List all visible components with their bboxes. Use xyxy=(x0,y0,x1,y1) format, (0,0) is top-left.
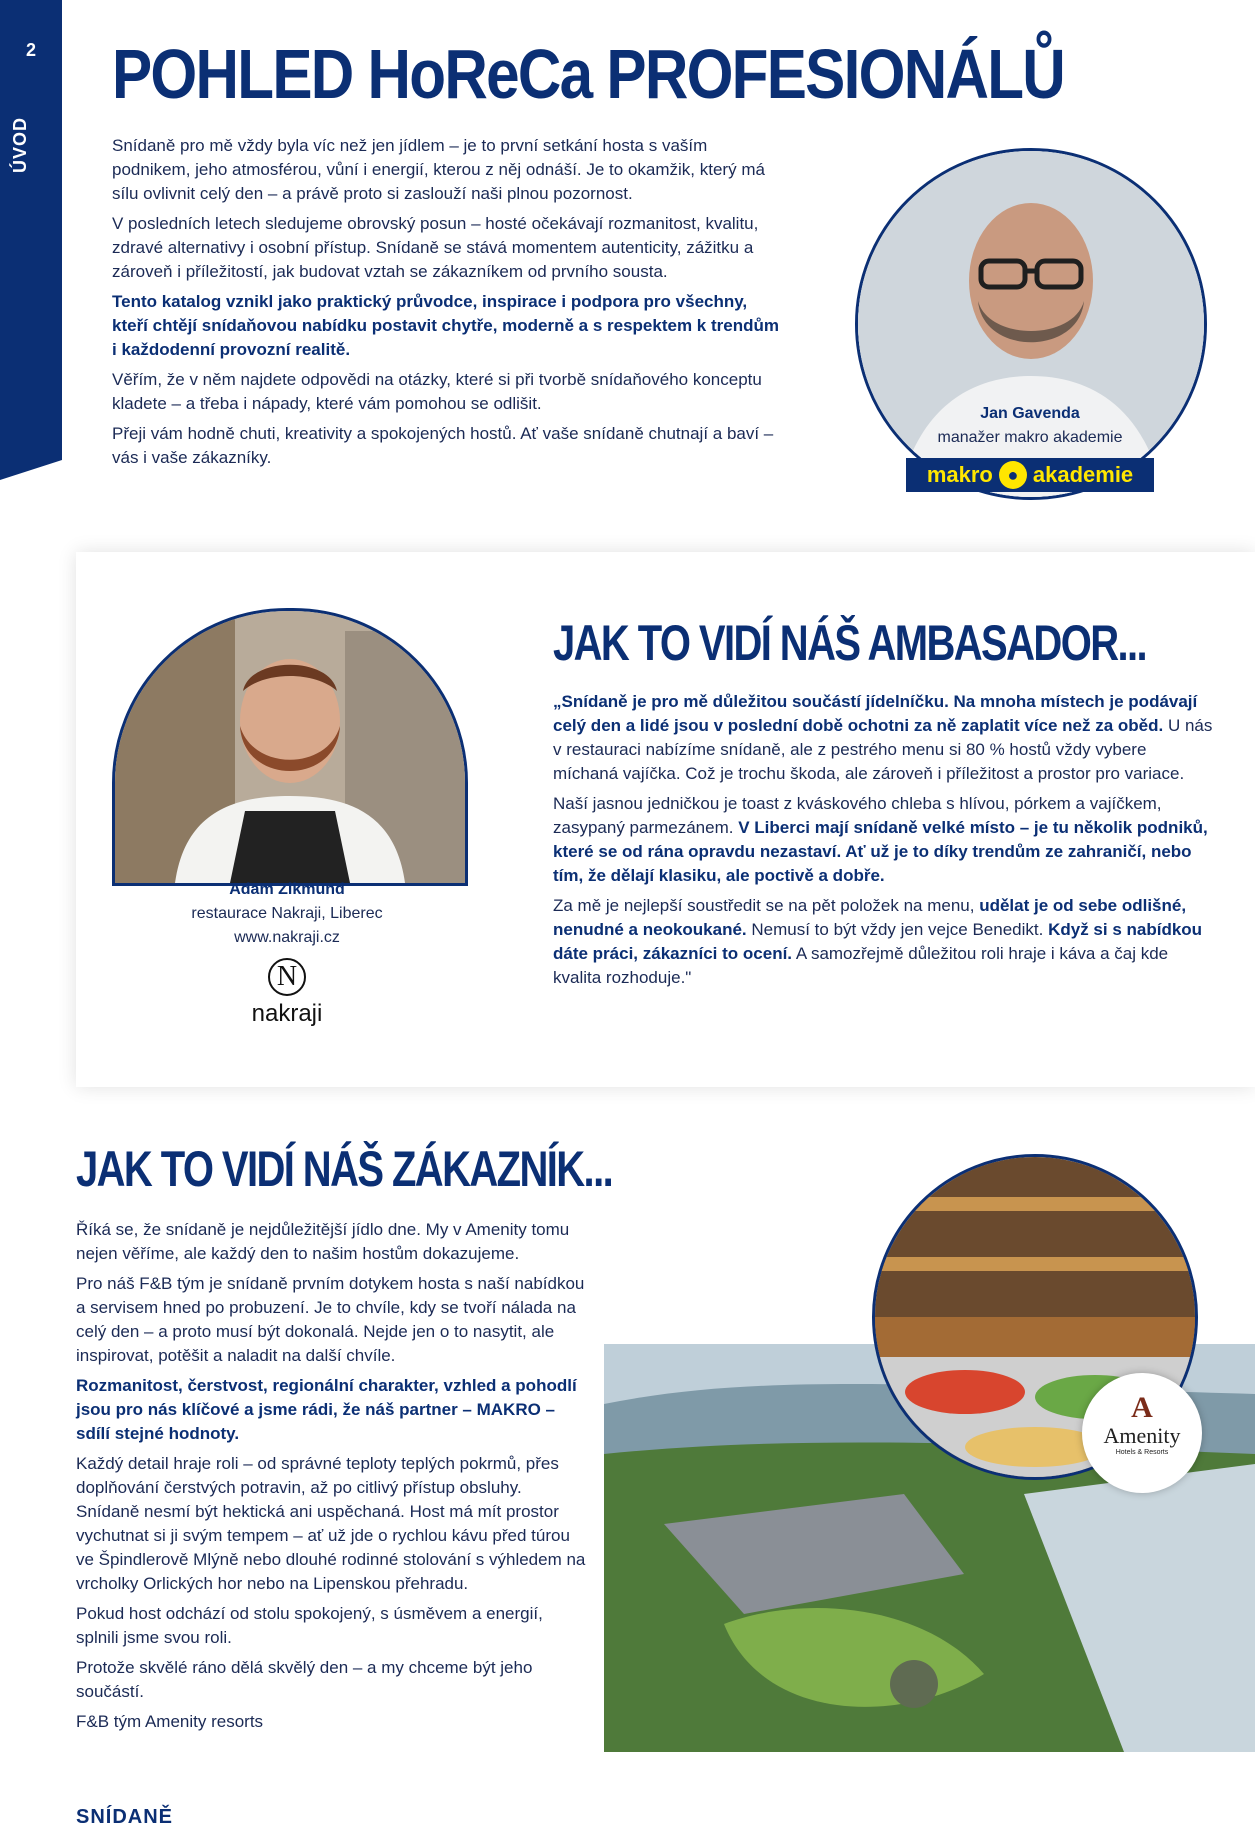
person-name: Adam Zikmund xyxy=(229,881,345,898)
customer-title: JAK TO VIDÍ NÁŠ ZÁKAZNÍK... xyxy=(76,1141,613,1197)
person-place: restaurace Nakraji, Liberec xyxy=(191,905,383,922)
customer-signature: F&B tým Amenity resorts xyxy=(76,1712,264,1731)
intro-paragraph: Přeji vám hodně chuti, kreativity a spokojených hostů. Ať vaše snídaně chutnají a baví – vás i vaše zákazníky. xyxy=(112,424,774,467)
person-name: Jan Gavenda xyxy=(980,405,1080,422)
caption-adam-zikmund xyxy=(112,878,462,950)
page-title: POHLED HoReCa PROFESIONÁLŮ xyxy=(112,35,1065,113)
customer-paragraph-bold: Rozmanitost, čerstvost, regionální charakter, vzhled a pohodlí jsou pro nás klíčové a jsme rádi, že náš partner – MAKRO – sdílí stejné hodnoty. xyxy=(76,1376,577,1443)
nakraji-logo xyxy=(247,958,327,1038)
quote-text: Naší jasnou jedničkou je toast z kváskového chleba s hlívou, pórkem a vajíčkem, zasypaný parmezánem. xyxy=(553,794,1162,837)
caption-jan-gavenda xyxy=(880,402,1180,450)
intro-paragraph: Snídaně pro mě vždy byla víc než jen jídlem – je to první setkání hosta s vaším podnikem, jeho atmosférou, vůní i energií, kterou z něj odnáší. Je to okamžik, který má sílu ovlivnit celý den – a právě proto si zaslouží naši plnou pozornost. xyxy=(112,136,765,203)
customer-paragraph: Říká se, že snídaně je nejdůležitější jídlo dne. My v Amenity tomu nejen věříme, ale každý den to našim hostům dokazujeme. xyxy=(76,1220,570,1263)
ambassador-title: JAK TO VIDÍ NÁŠ AMBASADOR... xyxy=(553,615,1147,671)
section-label: ÚVOD xyxy=(10,117,30,174)
footer-label: SNÍDANĚ xyxy=(76,1806,174,1828)
quote-bold: udělat je od sebe odlišné, nenudné a neokoukané. xyxy=(553,896,1187,939)
amenity-logo xyxy=(1082,1373,1202,1493)
customer-paragraph: Pro náš F&B tým je snídaně prvním dotykem hosta s naší nabídkou a servisem hned po probuzení. Je to chvíle, kdy se tvoří nálada na celý den – a proto musí být dokonalá. Nejde jen o to nasytit, ale inspirovat, potěšit a naladit na další chvíle. xyxy=(76,1274,585,1365)
side-tab xyxy=(0,0,62,480)
nakraji-mark: N xyxy=(268,958,306,996)
nakraji-word: nakraji xyxy=(251,1000,323,1027)
quote-text: Nemusí to být vždy jen vejce Benedikt. xyxy=(746,920,1049,939)
quote-bold: „Snídaně je pro mě důležitou součástí jídelníčku. Na mnoha místech je podávají celý den a lidé jsou v poslední době ochotni za ně zaplatit více než za oběd. xyxy=(553,692,1198,735)
customer-paragraph: Protože skvělé ráno dělá skvělý den – a my chceme být jeho součástí. xyxy=(76,1658,533,1701)
logo-akademie-text: akademie xyxy=(1032,462,1134,487)
ambassador-text xyxy=(553,690,1213,996)
quote-text: Za mě je nejlepší soustředit se na pět položek na menu, xyxy=(553,896,980,915)
logo-makro-text: makro xyxy=(926,462,993,487)
makro-head-icon: ● xyxy=(999,461,1027,489)
customer-paragraph: Každý detail hraje roli – od správné teploty teplých pokrmů, přes doplňování čerstvých potravin, až po citlivý přístup obsluhy. Snídaně nesmí být hektická ani uspěchaná. Host má mít prostor vychutnat si ji svým tempem – ať už jde o rychlou kávu před túrou ve Špindlerově Mlýně nebo dlouhé rodinné stolování s výhledem na vrcholky Orlických hor nebo na Lipenskou přehradu. xyxy=(76,1454,586,1593)
amenity-name: Amenity xyxy=(1103,1423,1181,1448)
quote-text: U nás v restauraci nabízíme snídaně, ale z pestrého menu si 80 % hostů vždy vybere míchaná vajíčka. Což je trochu škoda, ale zároveň i příležitost a prostor pro variace. xyxy=(553,716,1213,783)
page-number: 2 xyxy=(25,40,36,60)
quote-text: A samozřejmě důležitou roli hraje i káva a čaj kde kvalita rozhoduje." xyxy=(553,944,1169,987)
person-web: www.nakraji.cz xyxy=(234,929,340,946)
intro-text xyxy=(112,134,782,476)
customer-paragraph: Pokud host odchází od stolu spokojený, s úsměvem a energií, splnili jsme svou roli. xyxy=(76,1604,543,1647)
quote-bold: V Liberci mají snídaně velké místo – je tu několik podniků, které se od rána opravdu nezastaví. Ať už je to díky trendům ze zahraničí, nebo tím, že dělají klasiku, ale poctivě a dobře. xyxy=(553,818,1208,885)
customer-text xyxy=(76,1218,586,1740)
makro-akademie-logo xyxy=(906,458,1154,492)
intro-paragraph-bold: Tento katalog vznikl jako praktický průvodce, inspirace i podpora pro všechny, kteří chtějí snídaňovou nabídku postavit chytře, moderně a s respektem k trendům i každodenní provozní realitě. xyxy=(112,292,779,359)
person-role: manažer makro akademie xyxy=(937,429,1123,446)
quote-bold: Když si s nabídkou dáte práci, zákazníci to ocení. xyxy=(553,920,1203,963)
amenity-mark: A xyxy=(1131,1391,1153,1424)
amenity-sub: Hotels & Resorts xyxy=(1115,1449,1169,1456)
intro-paragraph: Věřím, že v něm najdete odpovědi na otázky, které si při tvorbě snídaňového konceptu kladete – a třeba i nápady, které vám pomohou se odlišit. xyxy=(112,370,762,413)
intro-paragraph: V posledních letech sledujeme obrovský posun – hosté očekávají rozmanitost, kvalitu, zdravé alternativy i osobní přístup. Snídaně se stává momentem autenticity, zážitku a zároveň i příležitostí, jak budovat vztah se zákazníkem od prvního sousta. xyxy=(112,214,759,281)
